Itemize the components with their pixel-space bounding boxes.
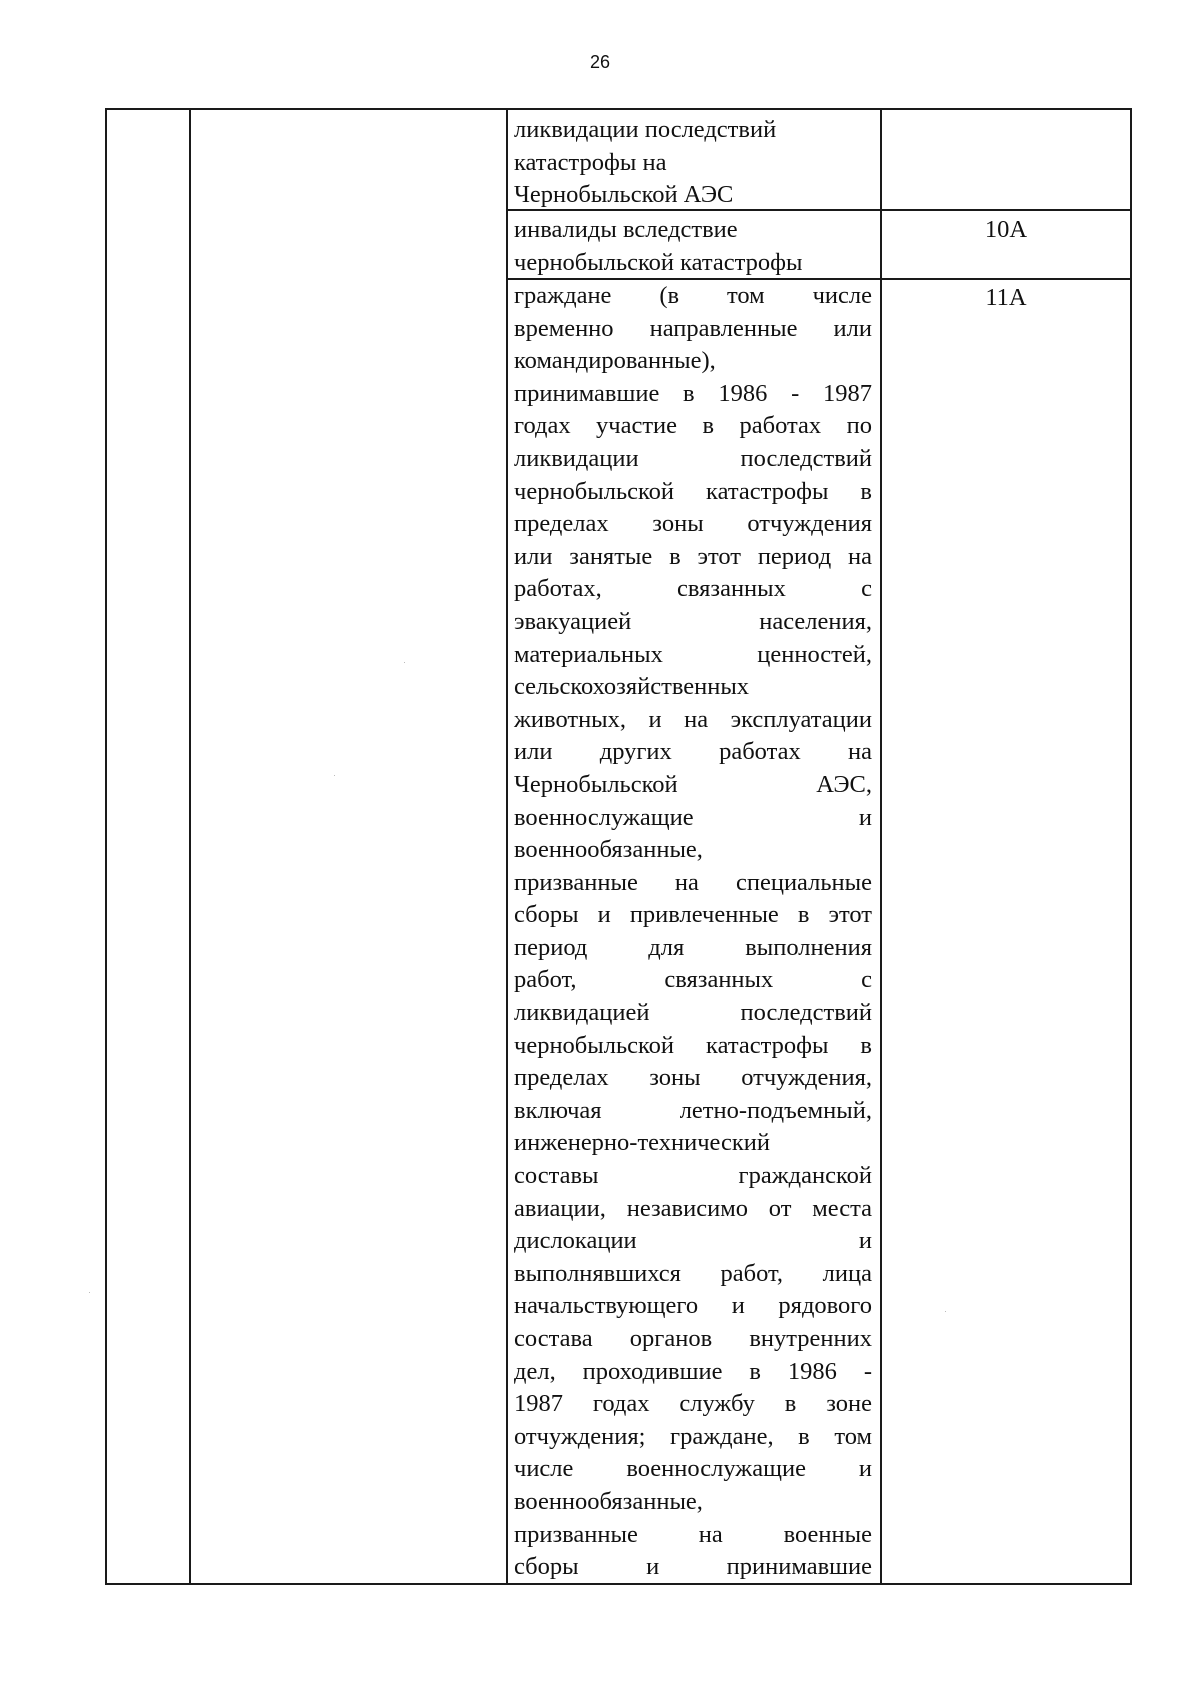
row-1-description [514, 114, 872, 212]
table-column-divider-2 [506, 108, 508, 1584]
scan-speck [334, 775, 335, 776]
table-column-divider-3 [880, 108, 882, 1584]
text-line: сборы и привлеченные в этот [514, 901, 872, 929]
table-border-left [105, 108, 107, 1584]
table-border-right [1130, 108, 1132, 1584]
text-line: Чернобыльской АЭС, [514, 770, 872, 798]
text-line: принимавшие в 1986 - 1987 [514, 379, 872, 407]
text-line: дел, проходившие в 1986 - [514, 1357, 872, 1385]
text-line: ликвидацией последствий [514, 999, 872, 1027]
text-line: годах участие в работах по [514, 412, 872, 440]
text-line: состава органов внутренних [514, 1325, 872, 1352]
text-line: работах, связанных с [514, 575, 872, 603]
text-line: животных, и на эксплуатации [514, 705, 872, 733]
text-line: числе военнослужащие и [514, 1455, 872, 1483]
text-line: выполнявшихся работ, лица [514, 1259, 872, 1287]
text-line: материальных ценностей, [514, 640, 872, 668]
text-line: призванные на военные [514, 1520, 872, 1548]
text-line: работ, связанных с [514, 966, 872, 994]
table-border-top [105, 108, 1132, 110]
text-line: сельскохозяйственных [514, 673, 750, 701]
text-line: отчуждения; граждане, в том [514, 1422, 872, 1450]
text-line: ликвидации последствий [514, 444, 872, 472]
text-line: или других работах на [514, 738, 872, 766]
text-line: военнослужащие и [514, 803, 872, 831]
text-line: ликвидации последствий [514, 116, 777, 143]
text-line: призванные на специальные [514, 868, 872, 896]
text-line: военнообязанные, [514, 1487, 703, 1515]
row-3-description [514, 280, 872, 1584]
text-line: катастрофы на [514, 148, 667, 176]
text-line: начальствующего и рядового [514, 1292, 872, 1320]
scan-speck [404, 662, 405, 663]
text-line: или занятые в этот период на [514, 542, 872, 570]
scan-speck [89, 1292, 90, 1293]
text-line: пределах зоны отчуждения [514, 510, 872, 538]
text-line: чернобыльской катастрофы в [514, 1031, 872, 1059]
scan-speck [945, 1311, 946, 1312]
text-line: пределах зоны отчуждения, [514, 1064, 872, 1092]
text-line: граждане (в том числе [514, 282, 872, 309]
row-2-code: 10А [984, 216, 1028, 243]
table-column-divider-1 [189, 108, 191, 1584]
text-line: авиации, независимо от места [514, 1194, 872, 1222]
text-line: 1987 годах службу в зоне [514, 1390, 872, 1418]
text-line: чернобыльской катастрофы [514, 248, 803, 276]
page-number: 26 [589, 52, 611, 72]
text-line: Чернобыльской АЭС [514, 181, 734, 209]
text-line: инвалиды вследствие [514, 216, 738, 243]
text-line: период для выполнения [514, 933, 872, 961]
text-line: сборы и принимавшие [514, 1553, 872, 1581]
text-line: командированные), [514, 347, 716, 375]
text-line: инженерно-технический [514, 1129, 770, 1157]
row-3-code: 11А [985, 284, 1027, 311]
text-line: дислокации и [514, 1227, 872, 1255]
text-line: составы гражданской [514, 1162, 872, 1190]
text-line: эвакуацией населения, [514, 607, 872, 635]
text-line: военнообязанные, [514, 836, 703, 864]
text-line: временно направленные или [514, 314, 872, 342]
row-2-description [514, 214, 872, 279]
text-line: чернобыльской катастрофы в [514, 477, 872, 505]
text-line: включая летно-подъемный, [514, 1096, 872, 1124]
